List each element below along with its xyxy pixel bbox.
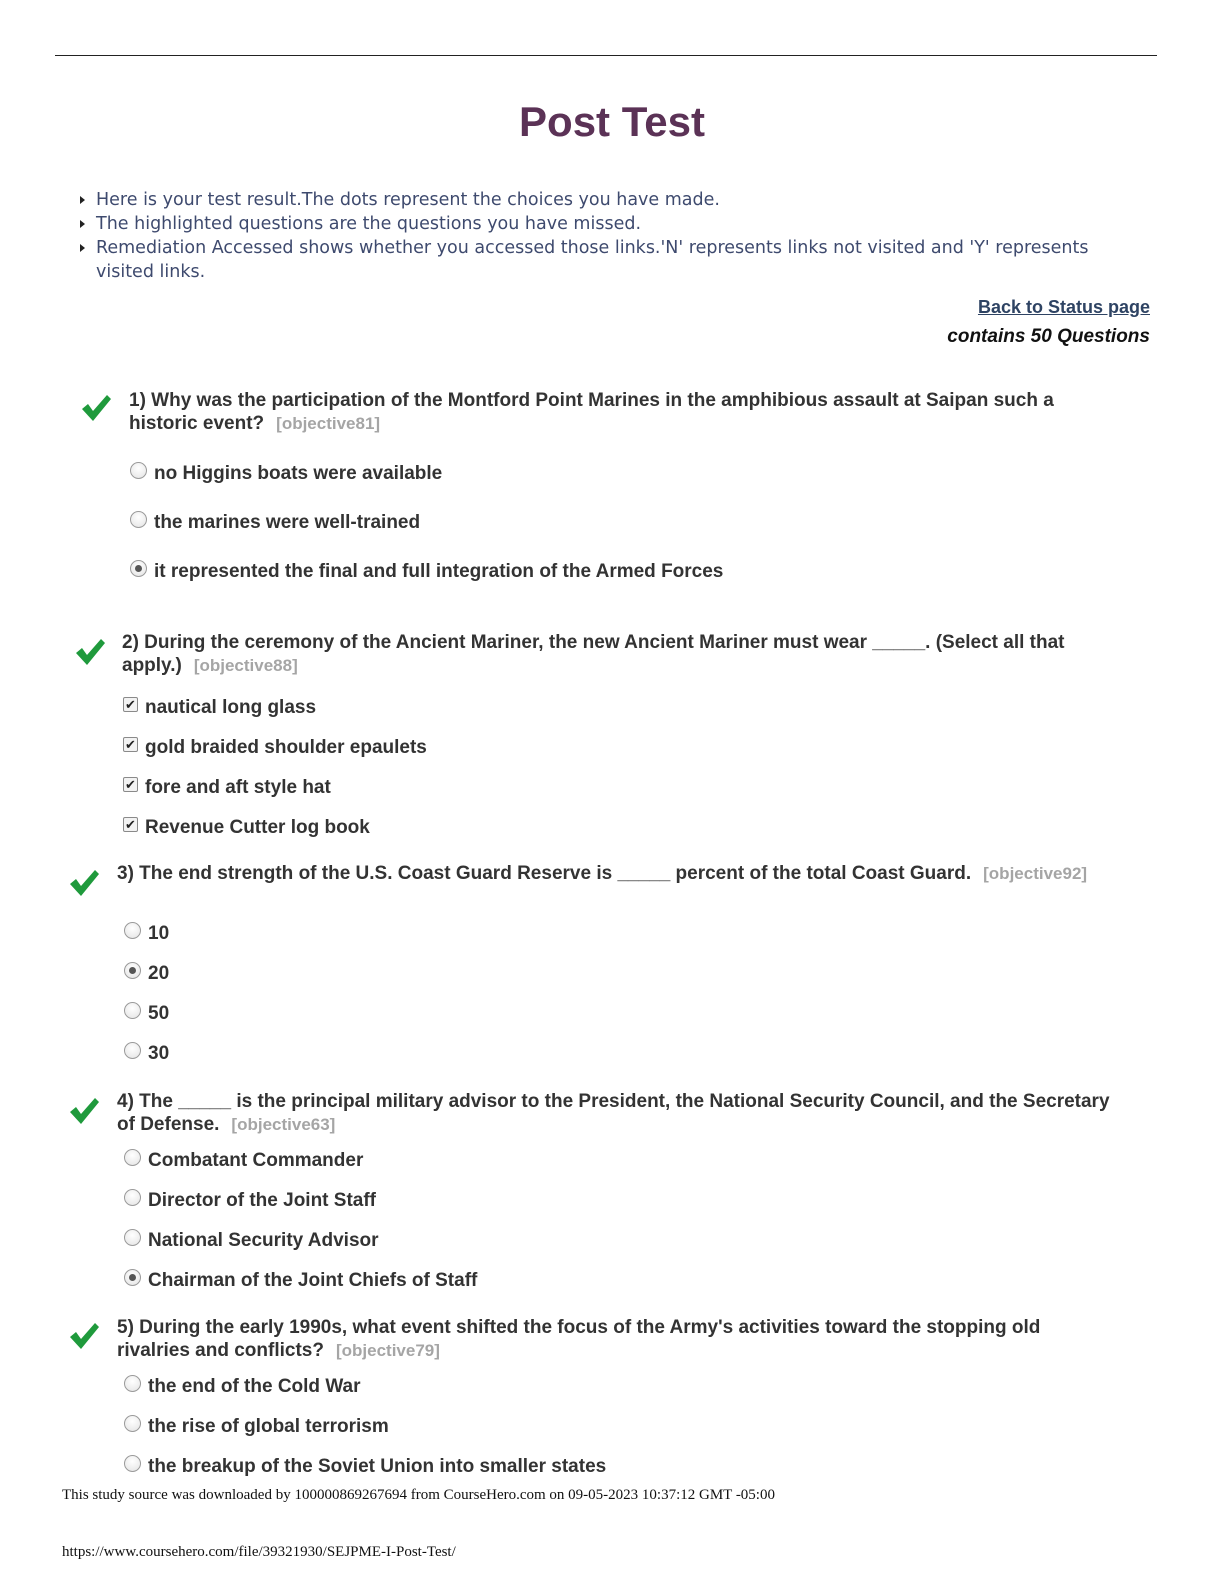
- answer-option[interactable]: [130, 463, 442, 485]
- checkbox-checked[interactable]: ✔: [123, 697, 138, 712]
- answer-option-label: 30: [148, 1043, 170, 1064]
- answer-option[interactable]: [124, 1190, 376, 1212]
- objective-tag: [objective79]: [335, 1341, 440, 1360]
- top-divider: [55, 55, 1157, 56]
- radio-button-selected[interactable]: [130, 560, 147, 577]
- source-url: https://www.coursehero.com/file/39321930/SEJPME-I-Post-Test/: [62, 1544, 456, 1560]
- answer-option[interactable]: [124, 1003, 169, 1025]
- answer-option[interactable]: [123, 817, 370, 839]
- instructions-list: [78, 188, 1098, 284]
- question-prompt: 2) During the ceremony of the Ancient Mariner, the new Ancient Mariner must wear _____. (Select all that apply.): [122, 632, 1065, 676]
- page-title: Post Test: [519, 98, 705, 145]
- check-icon: [74, 636, 106, 668]
- question-text: [117, 1090, 1117, 1136]
- answer-option-label: the marines were well-trained: [154, 512, 421, 533]
- answer-option[interactable]: [124, 1043, 169, 1065]
- checkbox-checked[interactable]: ✔: [123, 737, 138, 752]
- radio-button-selected[interactable]: [124, 962, 141, 979]
- answer-option[interactable]: [124, 1150, 363, 1172]
- answer-option[interactable]: [124, 963, 169, 985]
- question-text: [129, 389, 1114, 435]
- question-text: [117, 862, 1157, 885]
- checkbox-checked[interactable]: ✔: [123, 817, 138, 832]
- answer-option[interactable]: [124, 1416, 389, 1438]
- answer-option-label: the end of the Cold War: [148, 1376, 361, 1397]
- objective-tag: [objective92]: [983, 864, 1088, 883]
- answer-option[interactable]: [124, 1270, 477, 1292]
- checkbox-checked[interactable]: ✔: [123, 777, 138, 792]
- check-icon: [68, 1095, 100, 1127]
- objective-tag: [objective81]: [276, 414, 381, 433]
- question-prompt: 3) The end strength of the U.S. Coast Guard Reserve is _____ percent of the total Coast Guard.: [117, 863, 972, 884]
- radio-button[interactable]: [124, 1455, 141, 1472]
- answer-option-label: 20: [148, 963, 170, 984]
- radio-button[interactable]: [124, 1189, 141, 1206]
- answer-option[interactable]: [123, 697, 316, 719]
- answer-option[interactable]: [124, 1376, 361, 1398]
- check-icon: [68, 1320, 100, 1352]
- radio-button-selected[interactable]: [124, 1269, 141, 1286]
- radio-button[interactable]: [124, 922, 141, 939]
- question-text: [122, 631, 1117, 677]
- answer-option[interactable]: [124, 923, 169, 945]
- answer-option[interactable]: [123, 777, 331, 799]
- answer-option-label: fore and aft style hat: [145, 777, 331, 798]
- radio-button[interactable]: [124, 1149, 141, 1166]
- answer-option-label: 50: [148, 1003, 170, 1024]
- answer-option[interactable]: [123, 737, 427, 759]
- radio-button[interactable]: [124, 1042, 141, 1059]
- objective-tag: [objective88]: [193, 656, 298, 675]
- radio-button[interactable]: [124, 1229, 141, 1246]
- answer-option-label: no Higgins boats were available: [154, 463, 443, 484]
- answer-option-label: Director of the Joint Staff: [148, 1190, 377, 1211]
- check-icon: [80, 392, 112, 424]
- question-prompt: 5) During the early 1990s, what event shifted the focus of the Army's activities toward the stopping old rivalries and conflicts?: [117, 1317, 1041, 1361]
- answer-option-label: the breakup of the Soviet Union into smaller states: [148, 1456, 607, 1477]
- radio-button[interactable]: [130, 511, 147, 528]
- answer-option-label: it represented the final and full integration of the Armed Forces: [154, 561, 724, 582]
- radio-button[interactable]: [130, 462, 147, 479]
- answer-option-label: Chairman of the Joint Chiefs of Staff: [148, 1270, 478, 1291]
- answer-option-label: National Security Advisor: [148, 1230, 379, 1251]
- answer-option[interactable]: [130, 561, 723, 583]
- answer-option[interactable]: [130, 512, 420, 534]
- answer-option-label: gold braided shoulder epaulets: [145, 737, 427, 758]
- answer-option-label: Combatant Commander: [148, 1150, 364, 1171]
- answer-option[interactable]: [124, 1456, 606, 1478]
- question-text: [117, 1316, 1117, 1362]
- back-to-status-link[interactable]: Back to Status page: [977, 297, 1150, 317]
- answer-option[interactable]: [124, 1230, 379, 1252]
- instruction-item: The highlighted questions are the questions you have missed.: [78, 212, 1098, 236]
- answer-option-label: Revenue Cutter log book: [145, 817, 370, 838]
- radio-button[interactable]: [124, 1375, 141, 1392]
- question-prompt: 4) The _____ is the principal military advisor to the President, the National Security Council, and the Secretary of Defense.: [117, 1091, 1110, 1135]
- download-source-note: This study source was downloaded by 100000869267694 from CourseHero.com on 09-05-2023 10:37:12 GMT -05:00: [62, 1487, 775, 1503]
- answer-option-label: nautical long glass: [145, 697, 317, 718]
- question-count: contains 50 Questions: [947, 326, 1150, 347]
- radio-button[interactable]: [124, 1415, 141, 1432]
- objective-tag: [objective63]: [231, 1115, 336, 1134]
- check-icon: [68, 867, 100, 899]
- question-prompt: 1) Why was the participation of the Montford Point Marines in the amphibious assault at Saipan such a historic event?: [129, 390, 1054, 434]
- instruction-item: Remediation Accessed shows whether you accessed those links.'N' represents links not visited and 'Y' represents visited links.: [78, 236, 1098, 284]
- answer-option-label: 10: [148, 923, 170, 944]
- instruction-item: Here is your test result.The dots represent the choices you have made.: [78, 188, 1098, 212]
- radio-button[interactable]: [124, 1002, 141, 1019]
- answer-option-label: the rise of global terrorism: [148, 1416, 389, 1437]
